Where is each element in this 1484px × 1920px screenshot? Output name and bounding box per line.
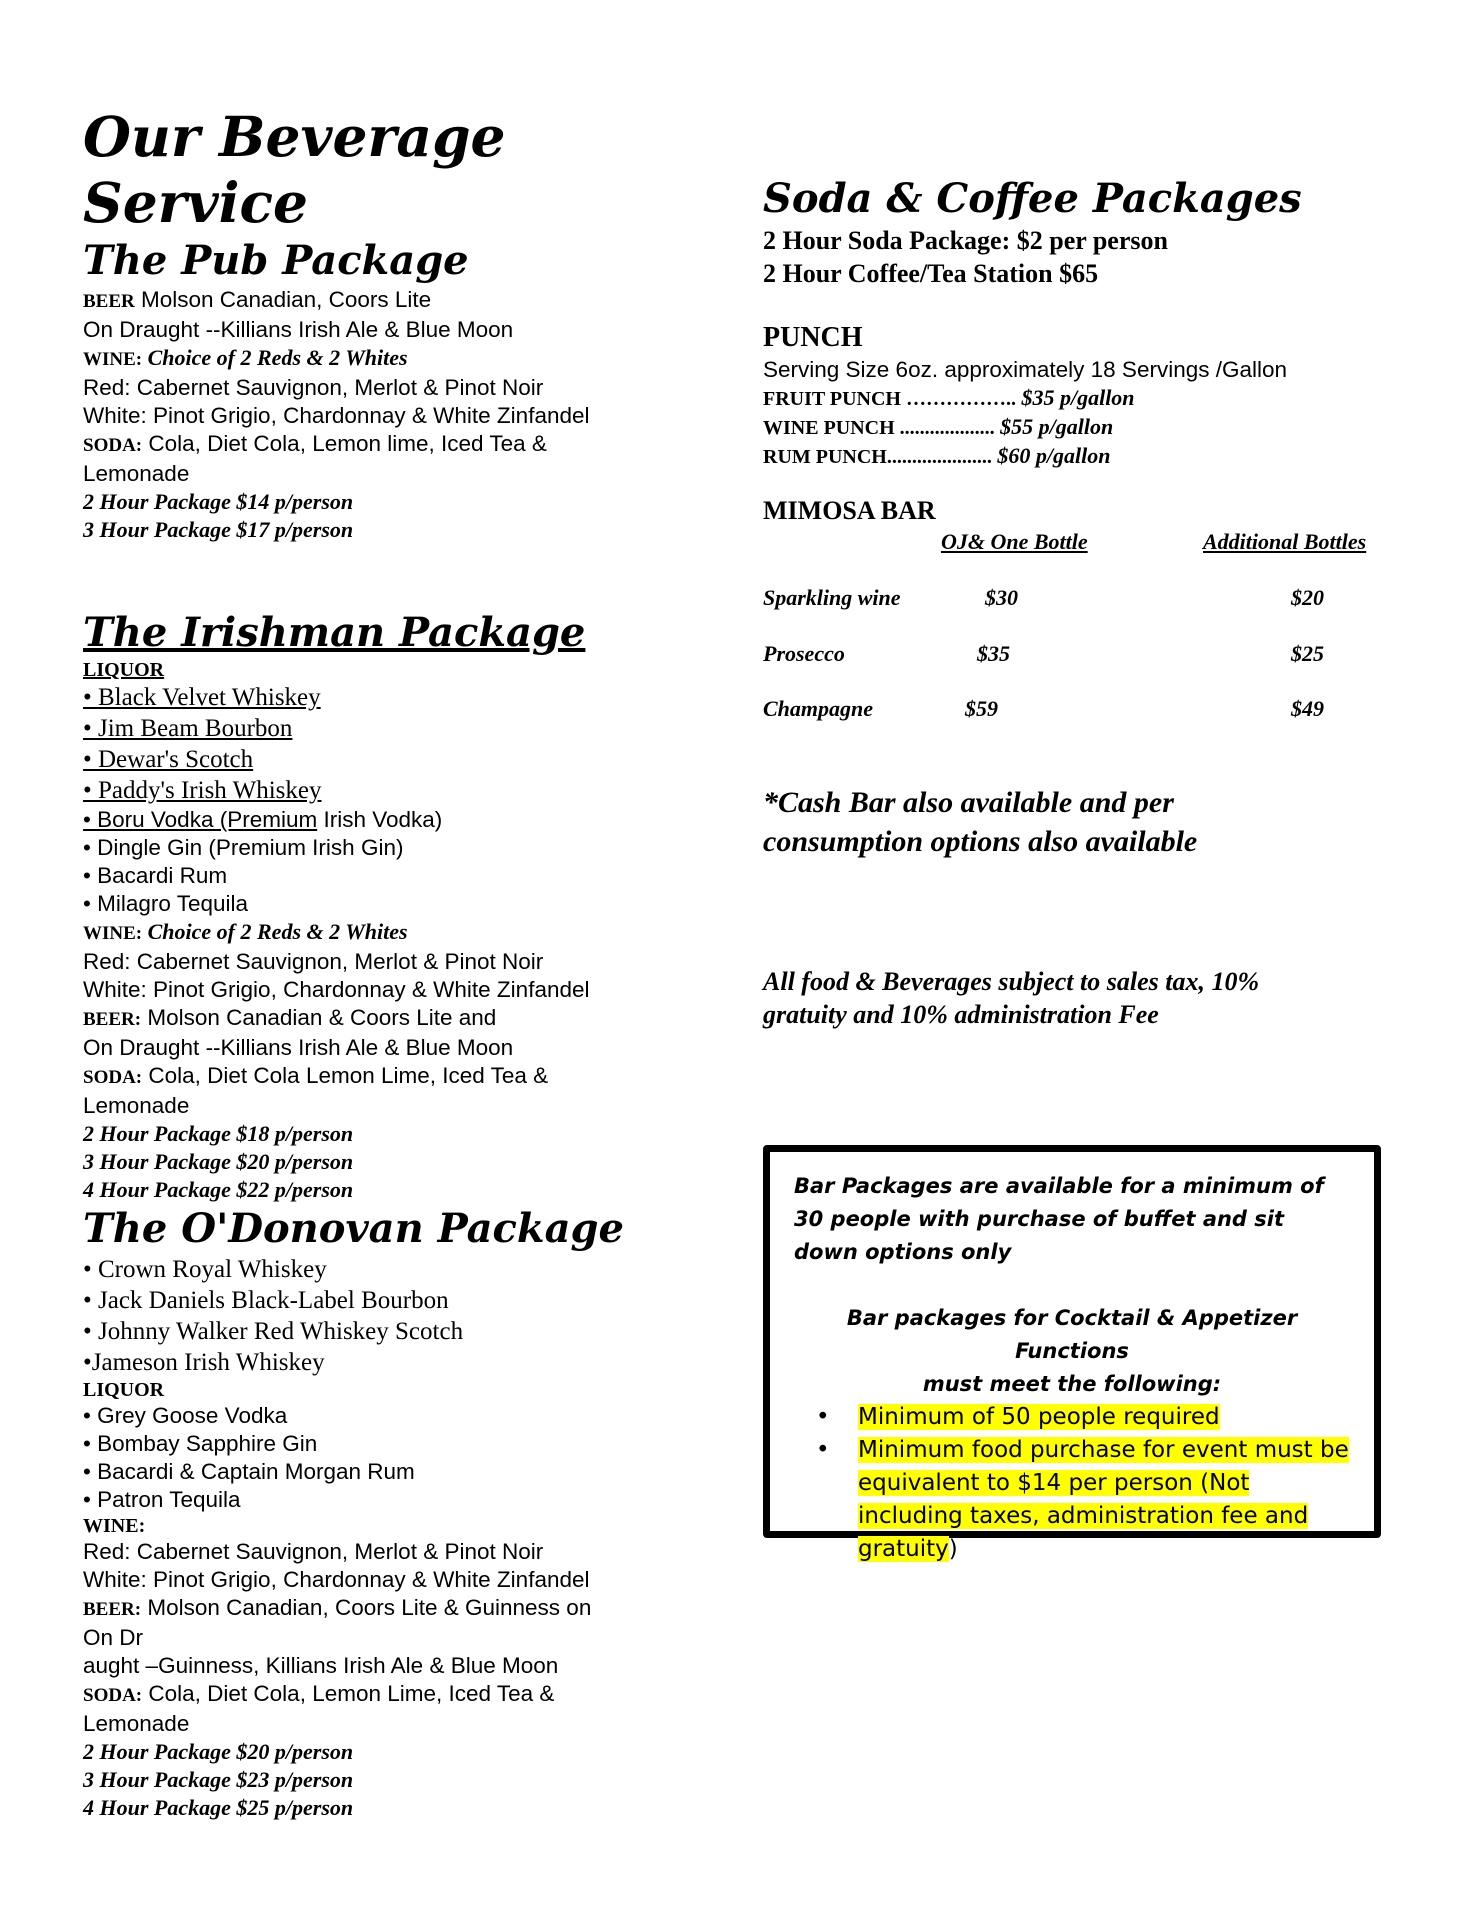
- odonovan-beer: [83, 1594, 683, 1624]
- odonovan-wine-label: WINE:: [83, 1515, 146, 1537]
- irish-soda-cont: Lemonade: [83, 1093, 190, 1118]
- mimosa-col-header: Additional Bottles: [1203, 529, 1367, 554]
- punch-item: [763, 442, 1403, 471]
- irish-liquor-item: • Milagro Tequila: [83, 891, 249, 916]
- punch-item-price: $55 p/gallon: [994, 414, 1114, 439]
- odonovan-beer-cont2: aught –Guinness, Killians Irish Ale & Blue Moon: [83, 1653, 559, 1678]
- odonovan-liquor-item: • Patron Tequila: [83, 1487, 241, 1512]
- highlighted-text: Minimum of 50 people required: [858, 1404, 1220, 1430]
- irish-liquor-item: • Black Velvet Whiskey: [83, 684, 321, 711]
- tax-note: All food & Beverages subject to sales tax, 10%: [763, 967, 1260, 996]
- odonovan-liquor-item: • Bacardi & Captain Morgan Rum: [83, 1459, 415, 1484]
- irish-white: White: Pinot Grigio, Chardonnay & White Zinfandel: [83, 977, 590, 1002]
- irish-liquor-item: • Paddy's Irish Whiskey: [83, 777, 322, 804]
- box-requirements-list: [794, 1401, 1350, 1566]
- coffee-station-line: 2 Hour Coffee/Tea Station $65: [763, 259, 1099, 288]
- pub-package-price: 3 Hour Package $17 p/person: [83, 517, 354, 542]
- bar-requirements-box: [763, 1145, 1381, 1562]
- irish-liquor-item: • Dewar's Scotch: [83, 746, 254, 773]
- mimosa-row-add: $25: [1291, 641, 1324, 666]
- cash-bar-note: *Cash Bar also available and per: [763, 786, 1174, 819]
- mimosa-row-first: $30: [985, 585, 1018, 610]
- punch-serving: Serving Size 6oz. approximately 18 Servings /Gallon: [763, 357, 1288, 382]
- irish-beer-text: Molson Canadian & Coors Lite and: [141, 1005, 497, 1030]
- odonovan-whiskey-item: • Crown Royal Whiskey: [83, 1256, 327, 1283]
- mimosa-row-first: $59: [965, 696, 998, 721]
- mimosa-row-name: Prosecco: [763, 641, 845, 666]
- box-para2-line2: must meet the following:: [922, 1372, 1222, 1396]
- odonovan-white: White: Pinot Grigio, Chardonnay & White Zinfandel: [83, 1567, 590, 1592]
- mimosa-table: [763, 529, 1403, 739]
- punch-item-price: $35 p/gallon: [1015, 385, 1135, 410]
- page-title-line1: Our Beverage: [83, 104, 506, 169]
- box-para1: Bar Packages are available for a minimum of 30 people with purchase of buffet and sit down options only: [794, 1174, 1324, 1264]
- mimosa-col-header: OJ& One Bottle: [941, 529, 1088, 554]
- mimosa-row-name: Sparkling wine: [763, 585, 901, 610]
- punch-item-price: $60 p/gallon: [991, 443, 1111, 468]
- pub-wine: [83, 344, 683, 374]
- pub-soda-label: SODA:: [83, 435, 143, 456]
- irish-package-price: 3 Hour Package $20 p/person: [83, 1149, 354, 1174]
- irishman-package-title: The Irishman Package: [83, 609, 586, 656]
- irish-soda: [83, 1062, 683, 1092]
- odonovan-package-price: 4 Hour Package $25 p/person: [83, 1795, 354, 1820]
- box-para2-line1: Bar packages for Cocktail & Appetizer Functions: [846, 1306, 1298, 1363]
- odonovan-red: Red: Cabernet Sauvignon, Merlot & Pinot Noir: [83, 1539, 544, 1564]
- odonovan-soda-label: SODA:: [83, 1685, 143, 1706]
- pub-soda-text: Cola, Diet Cola, Lemon lime, Iced Tea &: [142, 431, 547, 456]
- odonovan-liquor-item: • Grey Goose Vodka: [83, 1403, 288, 1428]
- highlighted-text: Minimum food purchase for event must be equivalent to $14 per person (Not including taxes, administration fee and gratuity: [858, 1437, 1349, 1562]
- left-column: [83, 104, 683, 1822]
- irish-package-price: 4 Hour Package $22 p/person: [83, 1177, 354, 1202]
- irish-red: Red: Cabernet Sauvignon, Merlot & Pinot Noir: [83, 949, 544, 974]
- soda-package-line: 2 Hour Soda Package: $2 per person: [763, 226, 1168, 255]
- odonovan-soda: [83, 1680, 683, 1710]
- mimosa-row-name: Champagne: [763, 696, 874, 721]
- irish-soda-text: Cola, Diet Cola Lemon Lime, Iced Tea &: [142, 1063, 549, 1088]
- punch-item-name: WINE PUNCH ...................: [763, 417, 995, 439]
- irish-draught: On Draught --Killians Irish Ale & Blue Moon: [83, 1035, 514, 1060]
- irish-wine-choice: Choice of 2 Reds & 2 Whites: [142, 919, 408, 944]
- odonovan-package-price: 2 Hour Package $20 p/person: [83, 1739, 354, 1764]
- pub-wine-label: WINE:: [83, 349, 143, 370]
- mimosa-title: MIMOSA BAR: [763, 496, 936, 525]
- irish-package-price: 2 Hour Package $18 p/person: [83, 1121, 354, 1146]
- pub-draught: On Draught --Killians Irish Ale & Blue Moon: [83, 317, 514, 342]
- odonovan-liquor-label: LIQUOR: [83, 1379, 165, 1401]
- pub-soda-cont: Lemonade: [83, 461, 190, 486]
- cash-bar-note: consumption options also available: [763, 825, 1198, 858]
- mimosa-row-add: $49: [1291, 696, 1324, 721]
- irish-beer-label: BEER:: [83, 1009, 142, 1030]
- pub-beer-label: BEER: [83, 291, 135, 312]
- irish-liquor-item: • Bacardi Rum: [83, 863, 228, 888]
- irish-wine-label: WINE:: [83, 923, 143, 944]
- irish-boru-b: Irish Vodka): [317, 807, 443, 832]
- pub-beer: [83, 286, 683, 316]
- irish-liquor-item: • Jim Beam Bourbon: [83, 715, 293, 742]
- odonovan-whiskey-item: •Jameson Irish Whiskey: [83, 1349, 325, 1376]
- irish-beer: [83, 1004, 683, 1034]
- irish-wine: [83, 918, 683, 948]
- odonovan-soda-text: Cola, Diet Cola, Lemon Lime, Iced Tea &: [142, 1681, 555, 1706]
- pub-soda: [83, 430, 683, 460]
- odonovan-beer-cont: On Dr: [83, 1625, 144, 1650]
- irish-liquor-label: LIQUOR: [83, 659, 165, 681]
- odonovan-package-price: 3 Hour Package $23 p/person: [83, 1767, 354, 1792]
- odonovan-whiskey-item: • Jack Daniels Black-Label Bourbon: [83, 1287, 449, 1314]
- list-item: [794, 1401, 1350, 1434]
- irish-soda-label: SODA:: [83, 1067, 143, 1088]
- pub-wine-choice: Choice of 2 Reds & 2 Whites: [142, 345, 408, 370]
- pub-package-price: 2 Hour Package $14 p/person: [83, 489, 354, 514]
- punch-item-name: FRUIT PUNCH ……………..: [763, 388, 1016, 410]
- pub-beer-text: Molson Canadian, Coors Lite: [134, 287, 432, 312]
- pub-red: Red: Cabernet Sauvignon, Merlot & Pinot Noir: [83, 375, 544, 400]
- odonovan-soda-cont: Lemonade: [83, 1711, 190, 1736]
- soda-coffee-title: Soda & Coffee Packages: [763, 175, 1302, 222]
- irish-liquor-boru: [83, 806, 683, 834]
- mimosa-row-first: $35: [977, 641, 1010, 666]
- odonovan-beer-label: BEER:: [83, 1599, 142, 1620]
- page-title-line2: Service: [83, 170, 309, 235]
- bullet-tail: ): [948, 1536, 958, 1562]
- right-column: [763, 174, 1403, 1031]
- pub-white: White: Pinot Grigio, Chardonnay & White Zinfandel: [83, 403, 590, 428]
- tax-note: gratuity and 10% administration Fee: [763, 1000, 1159, 1029]
- mimosa-row-add: $20: [1291, 585, 1324, 610]
- odonovan-liquor-item: • Bombay Sapphire Gin: [83, 1431, 318, 1456]
- irish-boru-a: • Boru Vodka (Premium: [83, 807, 318, 832]
- irish-liquor-item: • Dingle Gin (Premium Irish Gin): [83, 835, 404, 860]
- odonovan-whiskey-item: • Johnny Walker Red Whiskey Scotch: [83, 1318, 464, 1345]
- punch-item: [763, 384, 1403, 413]
- punch-title: PUNCH: [763, 322, 863, 353]
- odonovan-beer-text: Molson Canadian, Coors Lite & Guinness on: [141, 1595, 592, 1620]
- punch-item-name: RUM PUNCH.....................: [763, 446, 992, 468]
- list-item: [794, 1434, 1350, 1566]
- odonovan-package-title: The O'Donovan Package: [83, 1205, 624, 1252]
- pub-package-title: The Pub Package: [83, 237, 469, 284]
- punch-item: [763, 413, 1403, 442]
